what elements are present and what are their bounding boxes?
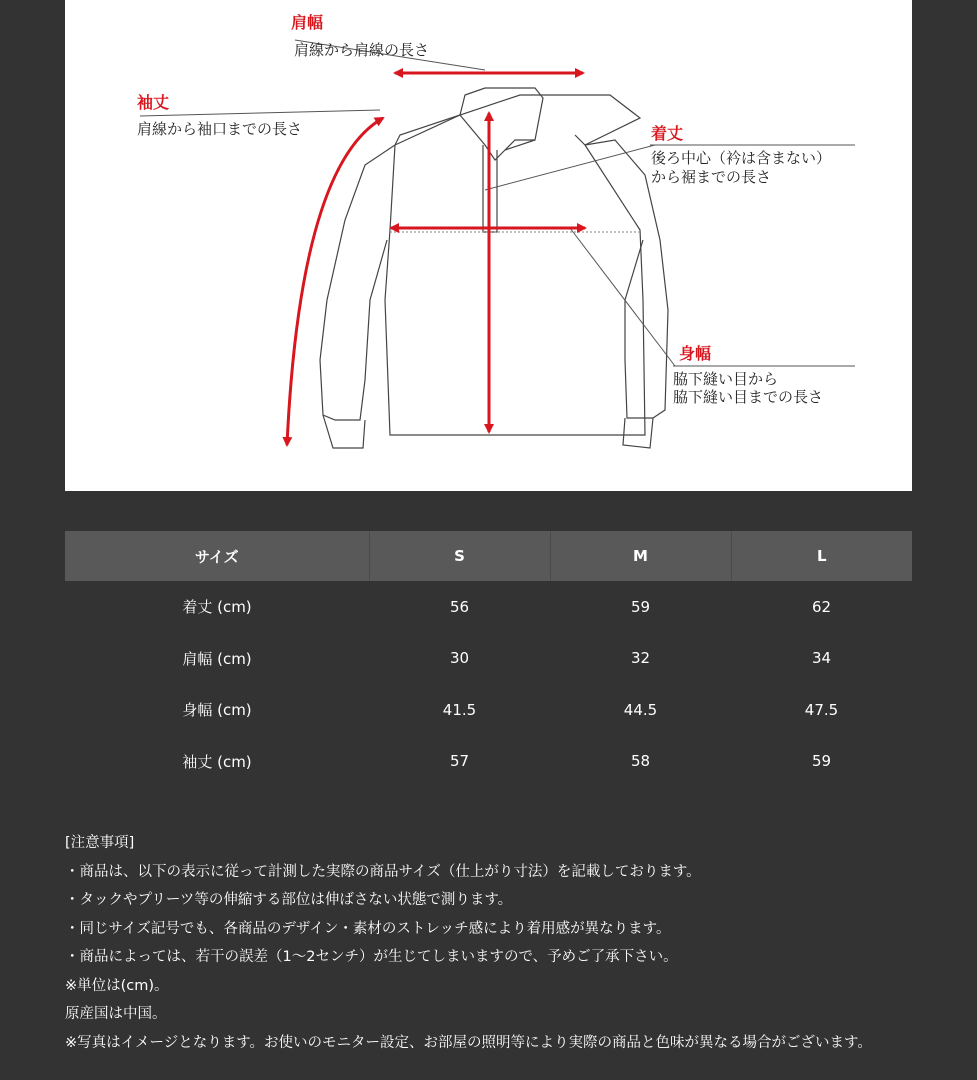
note-line: ※写真はイメージとなります。お使いのモニター設定、お部屋の照明等により実際の商品と色味が異なる場合がございます。 [65, 1034, 872, 1051]
shirt-illustration [65, 0, 912, 491]
note-line: ・商品によっては、若干の誤差（1〜2センチ）が生じてしまいますので、予めご了承下さい。 [65, 949, 678, 965]
chest-desc-2: 脇下縫い目までの長さ [673, 388, 824, 406]
table-row [65, 684, 912, 736]
cell-value: 47.5 [804, 700, 839, 719]
table-row [65, 581, 912, 633]
row-label: 袖丈 (cm) [182, 752, 252, 771]
header-size: サイズ [65, 531, 369, 581]
table-row [65, 736, 912, 788]
row-label: 身幅 (cm) [182, 701, 252, 720]
shoulder-title: 肩幅 [291, 13, 324, 32]
cell-value: 41.5 [442, 700, 477, 719]
cell-value: 62 [811, 597, 832, 616]
shoulder-desc: 肩線から肩線の長さ [294, 41, 430, 59]
length-desc-2: から裾までの長さ [651, 168, 772, 186]
note-line: ・同じサイズ記号でも、各商品のデザイン・素材のストレッチ感により着用感が異なります。 [65, 920, 671, 937]
size-table [65, 531, 912, 787]
note-line: ・商品は、以下の表示に従って計測した実際の商品サイズ（仕上がり寸法）を記載しております。 [65, 863, 701, 880]
chest-desc-1: 脇下縫い目から [673, 370, 779, 388]
row-label: 着丈 (cm) [182, 598, 252, 617]
header-s: S [369, 531, 550, 581]
table-header-row [65, 531, 912, 581]
cell-value: 56 [449, 597, 470, 616]
measurement-diagram [65, 0, 912, 491]
chest-title: 身幅 [679, 344, 712, 363]
note-line: ・タックやプリーツ等の伸縮する部位は伸ばさない状態で測ります。 [65, 892, 513, 908]
cell-value: 59 [630, 597, 651, 616]
header-l: L [731, 531, 912, 581]
sleeve-title: 袖丈 [137, 93, 170, 112]
cell-value: 32 [630, 649, 651, 668]
cell-value: 59 [811, 752, 832, 771]
notes-heading: [注意事項] [65, 835, 135, 851]
cell-value: 58 [630, 752, 651, 771]
cell-value: 34 [811, 649, 832, 668]
length-title: 着丈 [651, 124, 684, 143]
header-m: M [550, 531, 731, 581]
note-line: ※単位は(cm)。 [65, 977, 169, 994]
notes-section [65, 829, 920, 1057]
cell-value: 57 [449, 752, 470, 771]
sleeve-desc: 肩線から袖口までの長さ [137, 120, 303, 138]
row-label: 肩幅 (cm) [182, 649, 252, 668]
length-desc-1: 後ろ中心（衿は含まない） [651, 149, 832, 167]
note-line: 原産国は中国。 [65, 1006, 167, 1022]
cell-value: 44.5 [623, 700, 658, 719]
cell-value: 30 [449, 649, 470, 668]
table-row [65, 633, 912, 685]
